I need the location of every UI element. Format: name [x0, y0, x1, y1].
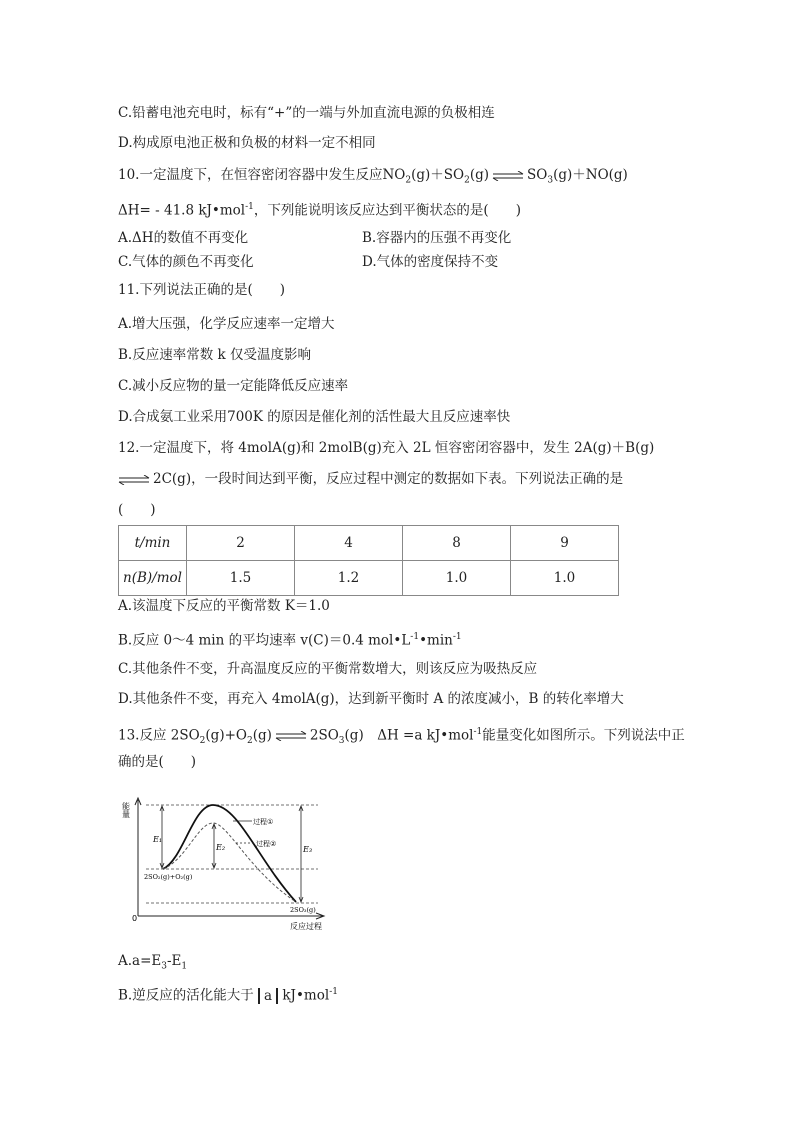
process-1-label: 过程① — [253, 818, 274, 826]
q10-option-a: A.ΔH的数值不再变化 — [118, 230, 249, 246]
table-header-amount: n(B)/mol — [119, 561, 187, 596]
q12-option-d: D.其他条件不变，再充入 4molA(g)，达到新平衡时 A 的浓度减小，B 的转化率增大 — [118, 691, 624, 707]
q10-option-c: C.气体的颜色不再变化 — [118, 254, 254, 270]
reactants-label: 2SO₂(g)+O₂(g) — [144, 873, 193, 881]
e1-label: E₁ — [153, 835, 163, 844]
product-label: 2SO₃(g) — [290, 906, 316, 914]
table-cell: 2 — [187, 526, 295, 561]
q11-stem: 11.下列说法正确的是( ) — [118, 282, 286, 298]
table-row — [119, 526, 619, 561]
q13-option-b: B.逆反应的活化能大于 a kJ•mol$^{-1}$ — [118, 987, 338, 1004]
table-header-time: t/min — [119, 526, 187, 561]
q12-stem-line1: 12.一定温度下，将 4molA(g)和 2molB(g)充入 2L 恒容密闭容器中，发生 2A(g)＋B(g) — [118, 440, 655, 456]
process-2-curve — [163, 823, 296, 902]
q11-option-c: C.减小反应物的量一定能降低反应速率 — [118, 378, 349, 394]
q12-data-table — [118, 525, 619, 596]
e3-label: E₃ — [303, 845, 313, 854]
table-cell: 9 — [511, 526, 619, 561]
table-row — [119, 561, 619, 596]
q12-stem-line3: ( ) — [118, 502, 156, 518]
table-cell: 1.5 — [187, 561, 295, 596]
q10-stem: 10.一定温度下，在恒容密闭容器中发生反应$NO_2(g)+SO_2(g)$ $SO_3(g)+NO(g)$ — [118, 167, 628, 186]
q10-delta-h: ΔH= - 41.8 kJ•mol$^{-1}$，下列能说明该反应达到平衡状态的是( ) — [118, 202, 521, 219]
table-cell: 1.0 — [403, 561, 511, 596]
equilibrium-arrow-icon — [118, 475, 150, 485]
q13-stem-line1: 13.反应 $2SO_2(g)+O_2(g)$ $2SO_3(g)$ ΔH =a kJ•mol$^{-1}$能量变化如图所示。下列说法中正 — [118, 727, 685, 747]
q11-option-a: A.增大压强，化学反应速率一定增大 — [118, 316, 335, 332]
q9-option-c: C.铅蓄电池充电时，标有“+”的一端与外加直流电源的负极相连 — [118, 105, 495, 121]
e2-label: E₂ — [216, 843, 226, 852]
q12-option-b: B.反应 0～4 min 的平均速率 v(C)＝0.4 $mol•L^{-1}•\min^{-1}$ — [118, 632, 462, 649]
q13-stem-line2: 确的是( ) — [118, 754, 197, 770]
q12-option-c: C.其他条件不变，升高温度反应的平衡常数增大，则该反应为吸热反应 — [118, 661, 538, 677]
q10-option-b: B.容器内的压强不再变化 — [362, 230, 512, 246]
x-axis-label: 反应过程 — [290, 922, 322, 931]
origin-label: 0 — [132, 914, 138, 923]
q12-option-a: A.该温度下反应的平衡常数 K＝1.0 — [118, 598, 330, 614]
energy-diagram — [118, 790, 338, 940]
q11-option-d: D.合成氨工业采用700K 的原因是催化剂的活性最大且反应速率快 — [118, 409, 511, 425]
process-2-label: 过程② — [256, 840, 277, 848]
table-cell: 8 — [403, 526, 511, 561]
equilibrium-arrow-icon — [492, 171, 524, 181]
equilibrium-arrow-icon — [275, 731, 307, 741]
table-cell: 1.0 — [511, 561, 619, 596]
q11-option-b: B.反应速率常数 k 仅受温度影响 — [118, 347, 311, 363]
y-axis-label: 能量 — [121, 802, 131, 818]
table-cell: 1.2 — [295, 561, 403, 596]
abs-value: a — [258, 988, 278, 1004]
q9-option-d: D.构成原电池正极和负极的材料一定不相同 — [118, 135, 376, 151]
q13-option-a: $A.a=E_3-E_1$ — [118, 953, 188, 972]
q12-stem-line2: 2C(g)，一段时间达到平衡，反应过程中测定的数据如下表。下列说法正确的是 — [118, 470, 623, 488]
table-cell: 4 — [295, 526, 403, 561]
q10-option-d: D.气体的密度保持不变 — [362, 254, 499, 270]
